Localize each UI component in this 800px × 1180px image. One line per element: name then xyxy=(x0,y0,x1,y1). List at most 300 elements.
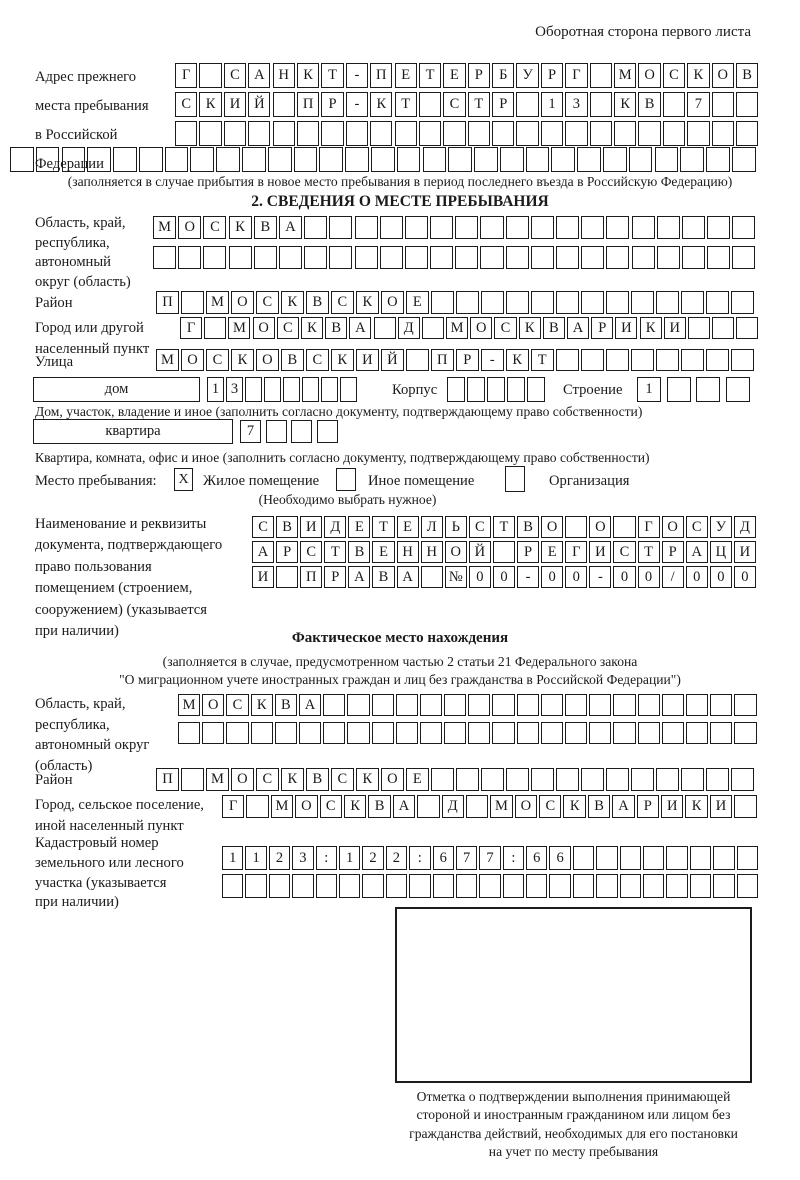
char-box xyxy=(276,566,298,588)
char-box: С xyxy=(306,349,329,371)
char-box xyxy=(707,246,730,269)
char-box xyxy=(666,846,687,870)
char-box xyxy=(531,291,554,314)
char-box: И xyxy=(589,541,611,563)
char-box xyxy=(291,420,312,443)
char-box xyxy=(516,92,538,117)
document-row-1[interactable] xyxy=(252,516,756,538)
char-box: М xyxy=(206,291,229,314)
char-box xyxy=(406,349,429,371)
char-box: И xyxy=(664,317,686,339)
char-box xyxy=(456,874,477,898)
char-box xyxy=(36,147,60,172)
char-box xyxy=(527,377,545,402)
char-box xyxy=(541,694,563,716)
city-row[interactable] xyxy=(180,317,758,339)
char-box xyxy=(444,694,466,716)
char-box xyxy=(710,694,732,716)
char-box: О xyxy=(381,291,404,314)
char-box: 3 xyxy=(565,92,587,117)
actual-location-title: Фактическое место нахождения xyxy=(291,630,509,646)
char-box: Т xyxy=(321,63,343,88)
char-box xyxy=(731,768,754,791)
char-box xyxy=(448,147,472,172)
char-box: К xyxy=(251,694,273,716)
document-label: Наименование и реквизиты документа, подтверждающего право пользования помещением (строением, сооружением) (указывается при наличии) xyxy=(35,516,223,640)
char-box xyxy=(283,377,300,402)
char-box xyxy=(687,121,709,146)
char-box: М xyxy=(153,216,176,239)
cadastre-row-2[interactable] xyxy=(222,874,758,898)
char-box xyxy=(323,722,345,744)
char-box xyxy=(620,846,641,870)
char-box: У xyxy=(516,63,538,88)
char-box: А xyxy=(612,795,634,818)
char-box xyxy=(294,147,318,172)
prev-address-row-3[interactable] xyxy=(175,121,758,146)
char-box: К xyxy=(370,92,392,117)
char-box xyxy=(734,694,756,716)
actual-region-row-2[interactable] xyxy=(178,722,757,744)
char-box: Е xyxy=(397,516,419,538)
char-box xyxy=(506,291,529,314)
confirmation-stamp-box xyxy=(395,907,752,1083)
char-box xyxy=(581,216,604,239)
char-box: М xyxy=(206,768,229,791)
char-box xyxy=(417,795,439,818)
char-box: С xyxy=(613,541,635,563)
char-box: 1 xyxy=(637,377,661,402)
char-box: 7 xyxy=(687,92,709,117)
char-box: 6 xyxy=(433,846,454,870)
char-box xyxy=(503,874,524,898)
char-box: 1 xyxy=(541,92,563,117)
char-box xyxy=(590,92,612,117)
char-box: В xyxy=(306,291,329,314)
char-box: Т xyxy=(468,92,490,117)
char-box xyxy=(556,349,579,371)
char-box xyxy=(681,291,704,314)
char-box: С xyxy=(469,516,491,538)
char-box xyxy=(737,846,758,870)
char-box: В xyxy=(275,694,297,716)
char-box: 7 xyxy=(456,846,477,870)
char-box xyxy=(631,349,654,371)
char-box xyxy=(226,722,248,744)
char-box xyxy=(707,216,730,239)
char-box xyxy=(181,768,204,791)
actual-district-row[interactable] xyxy=(156,768,754,791)
char-box: Ь xyxy=(445,516,467,538)
stay-type-organization-checkbox[interactable] xyxy=(505,466,525,492)
char-box xyxy=(492,722,514,744)
char-box: П xyxy=(370,63,392,88)
char-box: К xyxy=(231,349,254,371)
char-box: М xyxy=(156,349,179,371)
char-box xyxy=(736,92,758,117)
char-box xyxy=(316,874,337,898)
char-box: В xyxy=(306,768,329,791)
char-box xyxy=(603,147,627,172)
char-box xyxy=(614,121,636,146)
char-box xyxy=(690,874,711,898)
house-row[interactable] xyxy=(207,377,357,402)
char-box: С xyxy=(331,768,354,791)
char-box xyxy=(734,795,756,818)
char-box xyxy=(297,121,319,146)
char-box: Р xyxy=(591,317,613,339)
char-box xyxy=(531,768,554,791)
char-box: О xyxy=(662,516,684,538)
char-box: : xyxy=(316,846,337,870)
char-box xyxy=(731,349,754,371)
char-box: К xyxy=(229,216,252,239)
char-box xyxy=(481,291,504,314)
char-box: А xyxy=(279,216,302,239)
char-box: 0 xyxy=(710,566,732,588)
char-box xyxy=(321,377,338,402)
char-box: 0 xyxy=(638,566,660,588)
char-box xyxy=(422,317,444,339)
char-box: А xyxy=(349,317,371,339)
char-box xyxy=(190,147,214,172)
char-box: О xyxy=(253,317,275,339)
char-box: 6 xyxy=(526,846,547,870)
char-box xyxy=(606,216,629,239)
char-box: 3 xyxy=(292,846,313,870)
char-box xyxy=(455,246,478,269)
char-box: 7 xyxy=(240,420,261,443)
char-box xyxy=(638,121,660,146)
char-box: К xyxy=(356,768,379,791)
char-box xyxy=(706,349,729,371)
char-box: Г xyxy=(565,63,587,88)
char-box xyxy=(632,216,655,239)
char-box xyxy=(216,147,240,172)
char-box: В xyxy=(368,795,390,818)
district-row[interactable] xyxy=(156,291,754,314)
char-box: Р xyxy=(492,92,514,117)
char-box: К xyxy=(519,317,541,339)
char-box: И xyxy=(661,795,683,818)
char-box xyxy=(372,722,394,744)
char-box: / xyxy=(662,566,684,588)
char-box: С xyxy=(226,694,248,716)
char-box xyxy=(573,846,594,870)
char-box: 0 xyxy=(541,566,563,588)
char-box: К xyxy=(281,768,304,791)
char-box xyxy=(606,246,629,269)
char-box: 0 xyxy=(613,566,635,588)
char-box: О xyxy=(381,768,404,791)
stay-type-note: (Необходимо выбрать нужное) xyxy=(258,492,437,507)
char-box xyxy=(541,121,563,146)
char-box xyxy=(468,694,490,716)
char-box xyxy=(606,291,629,314)
char-box xyxy=(667,377,691,402)
char-box xyxy=(420,694,442,716)
char-box xyxy=(323,694,345,716)
char-box: Р xyxy=(637,795,659,818)
char-box xyxy=(732,246,755,269)
char-box xyxy=(480,216,503,239)
char-box xyxy=(165,147,189,172)
char-box: А xyxy=(567,317,589,339)
char-box xyxy=(405,216,428,239)
char-box xyxy=(479,874,500,898)
district-label: Район xyxy=(35,295,73,311)
cadastre-row-1[interactable] xyxy=(222,846,758,870)
char-box xyxy=(279,246,302,269)
char-box: К xyxy=(297,63,319,88)
prev-address-label: Адрес прежнего места пребывания в Российской Федерации xyxy=(35,69,149,172)
char-box: : xyxy=(409,846,430,870)
prev-address-row-1[interactable] xyxy=(175,63,758,88)
char-box xyxy=(526,874,547,898)
char-box: О xyxy=(712,63,734,88)
char-box xyxy=(565,121,587,146)
char-box xyxy=(202,722,224,744)
char-box: С xyxy=(224,63,246,88)
char-box xyxy=(380,246,403,269)
stay-type-other-label: Иное помещение xyxy=(368,473,475,489)
char-box: О xyxy=(295,795,317,818)
char-box xyxy=(629,147,653,172)
char-box xyxy=(299,722,321,744)
char-box xyxy=(355,246,378,269)
char-box: № xyxy=(445,566,467,588)
char-box xyxy=(455,216,478,239)
char-box: Е xyxy=(395,63,417,88)
char-box: И xyxy=(224,92,246,117)
char-box xyxy=(565,722,587,744)
char-box xyxy=(203,246,226,269)
char-box: Р xyxy=(541,63,563,88)
char-box: Т xyxy=(372,516,394,538)
char-box: 0 xyxy=(565,566,587,588)
confirmation-stamp-note: Отметка о подтверждении выполнения принимающей стороной и иностранным гражданином или лицом без гражданства действий, необходимых для его постановки на учет по месту пребывания xyxy=(409,1089,738,1160)
char-box: 7 xyxy=(479,846,500,870)
char-box: 0 xyxy=(734,566,756,588)
char-box xyxy=(474,147,498,172)
char-box: С xyxy=(494,317,516,339)
char-box xyxy=(319,147,343,172)
section2-title: 2. СВЕДЕНИЯ О МЕСТЕ ПРЕБЫВАНИЯ xyxy=(251,193,549,210)
char-box xyxy=(590,121,612,146)
char-box xyxy=(222,874,243,898)
char-box: 0 xyxy=(469,566,491,588)
char-box: Т xyxy=(419,63,441,88)
char-box: В xyxy=(276,516,298,538)
char-box xyxy=(302,377,319,402)
char-box: Н xyxy=(397,541,419,563)
actual-region-label: Область, край, республика, автономный округ (область) xyxy=(35,696,150,774)
char-box: 6 xyxy=(549,846,570,870)
char-box: 1 xyxy=(207,377,224,402)
char-box xyxy=(229,246,252,269)
char-box: О xyxy=(445,541,467,563)
char-box: И xyxy=(300,516,322,538)
char-box: С xyxy=(252,516,274,538)
char-box xyxy=(507,377,525,402)
char-box: 2 xyxy=(386,846,407,870)
char-box: М xyxy=(614,63,636,88)
char-box: С xyxy=(203,216,226,239)
char-box xyxy=(380,216,403,239)
char-box xyxy=(345,147,369,172)
corner-note: Оборотная сторона первого листа xyxy=(535,24,751,40)
char-box xyxy=(680,147,704,172)
char-box: Г xyxy=(565,541,587,563)
char-box: К xyxy=(685,795,707,818)
actual-city-row[interactable] xyxy=(222,795,757,818)
apartment-row[interactable] xyxy=(240,420,338,443)
char-box xyxy=(732,147,756,172)
char-box: С xyxy=(175,92,197,117)
prev-address-row-2[interactable] xyxy=(175,92,758,117)
char-box: Р xyxy=(468,63,490,88)
prev-address-row-4[interactable] xyxy=(10,147,756,172)
char-box xyxy=(712,317,734,339)
document-row-2[interactable] xyxy=(252,541,756,563)
char-box xyxy=(433,874,454,898)
char-box xyxy=(430,216,453,239)
char-box: К xyxy=(640,317,662,339)
char-box: С xyxy=(686,516,708,538)
char-box xyxy=(731,291,754,314)
char-box: Е xyxy=(348,516,370,538)
char-box: У xyxy=(710,516,732,538)
char-box: Т xyxy=(395,92,417,117)
region-row-2[interactable] xyxy=(153,246,755,269)
char-box xyxy=(643,846,664,870)
char-box xyxy=(329,216,352,239)
document-row-3[interactable] xyxy=(252,566,756,588)
char-box: К xyxy=(356,291,379,314)
char-box xyxy=(224,121,246,146)
char-box: Д xyxy=(442,795,464,818)
char-box: Г xyxy=(638,516,660,538)
char-box xyxy=(372,694,394,716)
char-box: С xyxy=(256,768,279,791)
char-box: М xyxy=(271,795,293,818)
char-box xyxy=(321,121,343,146)
stay-type-organization-label: Организация xyxy=(549,473,630,489)
char-box xyxy=(682,216,705,239)
char-box xyxy=(242,147,266,172)
char-box xyxy=(526,147,550,172)
char-box xyxy=(556,246,579,269)
char-box xyxy=(346,121,368,146)
char-box xyxy=(178,246,201,269)
actual-region-row-1[interactable] xyxy=(178,694,757,716)
char-box xyxy=(419,92,441,117)
char-box xyxy=(340,377,357,402)
char-box xyxy=(681,349,704,371)
street-row[interactable] xyxy=(156,349,754,371)
char-box xyxy=(317,420,338,443)
char-box xyxy=(657,246,680,269)
char-box xyxy=(686,694,708,716)
char-box xyxy=(710,722,732,744)
char-box: К xyxy=(614,92,636,117)
city-label: Город или другой населенный пункт xyxy=(35,320,150,357)
char-box xyxy=(347,694,369,716)
char-box: Р xyxy=(276,541,298,563)
street-label: Улица xyxy=(35,354,74,370)
char-box xyxy=(374,317,396,339)
char-box: Е xyxy=(406,768,429,791)
char-box xyxy=(531,246,554,269)
char-box xyxy=(713,846,734,870)
char-box: В xyxy=(348,541,370,563)
char-box: А xyxy=(686,541,708,563)
char-box: Л xyxy=(421,516,443,538)
char-box: О xyxy=(470,317,492,339)
char-box: - xyxy=(346,92,368,117)
char-box: Г xyxy=(175,63,197,88)
char-box: В xyxy=(281,349,304,371)
char-box: П xyxy=(431,349,454,371)
char-box xyxy=(347,722,369,744)
char-box xyxy=(175,121,197,146)
house-note: Дом, участок, владение и иное (заполнить согласно документу, подтверждающему право собственности) xyxy=(35,404,643,419)
char-box: О xyxy=(231,291,254,314)
char-box: М xyxy=(490,795,512,818)
char-box xyxy=(444,722,466,744)
char-box xyxy=(736,317,758,339)
char-box xyxy=(443,121,465,146)
char-box xyxy=(596,846,617,870)
char-box: 2 xyxy=(269,846,290,870)
char-box xyxy=(517,694,539,716)
char-box: С xyxy=(206,349,229,371)
char-box: 0 xyxy=(686,566,708,588)
char-box xyxy=(516,121,538,146)
char-box: Н xyxy=(421,541,443,563)
char-box xyxy=(248,121,270,146)
char-box: П xyxy=(297,92,319,117)
char-box: Г xyxy=(180,317,202,339)
char-box xyxy=(613,694,635,716)
char-box xyxy=(468,722,490,744)
char-box: О xyxy=(515,795,537,818)
region-row-1[interactable] xyxy=(153,216,755,239)
char-box: А xyxy=(393,795,415,818)
char-box xyxy=(420,722,442,744)
char-box xyxy=(506,246,529,269)
char-box xyxy=(139,147,163,172)
char-box xyxy=(409,874,430,898)
char-box xyxy=(734,722,756,744)
char-box xyxy=(386,874,407,898)
char-box: Д xyxy=(734,516,756,538)
stay-type-other-checkbox[interactable] xyxy=(336,468,356,491)
char-box: О xyxy=(178,216,201,239)
stay-type-residential-checkbox[interactable]: Х xyxy=(174,468,193,491)
char-box xyxy=(292,874,313,898)
char-box: К xyxy=(344,795,366,818)
stroenie-row[interactable] xyxy=(637,377,750,402)
char-box xyxy=(556,768,579,791)
char-box: М xyxy=(228,317,250,339)
korpus-row[interactable] xyxy=(447,377,545,402)
char-box: М xyxy=(178,694,200,716)
char-box xyxy=(666,874,687,898)
char-box: О xyxy=(256,349,279,371)
char-box xyxy=(251,722,273,744)
char-box: - xyxy=(589,566,611,588)
